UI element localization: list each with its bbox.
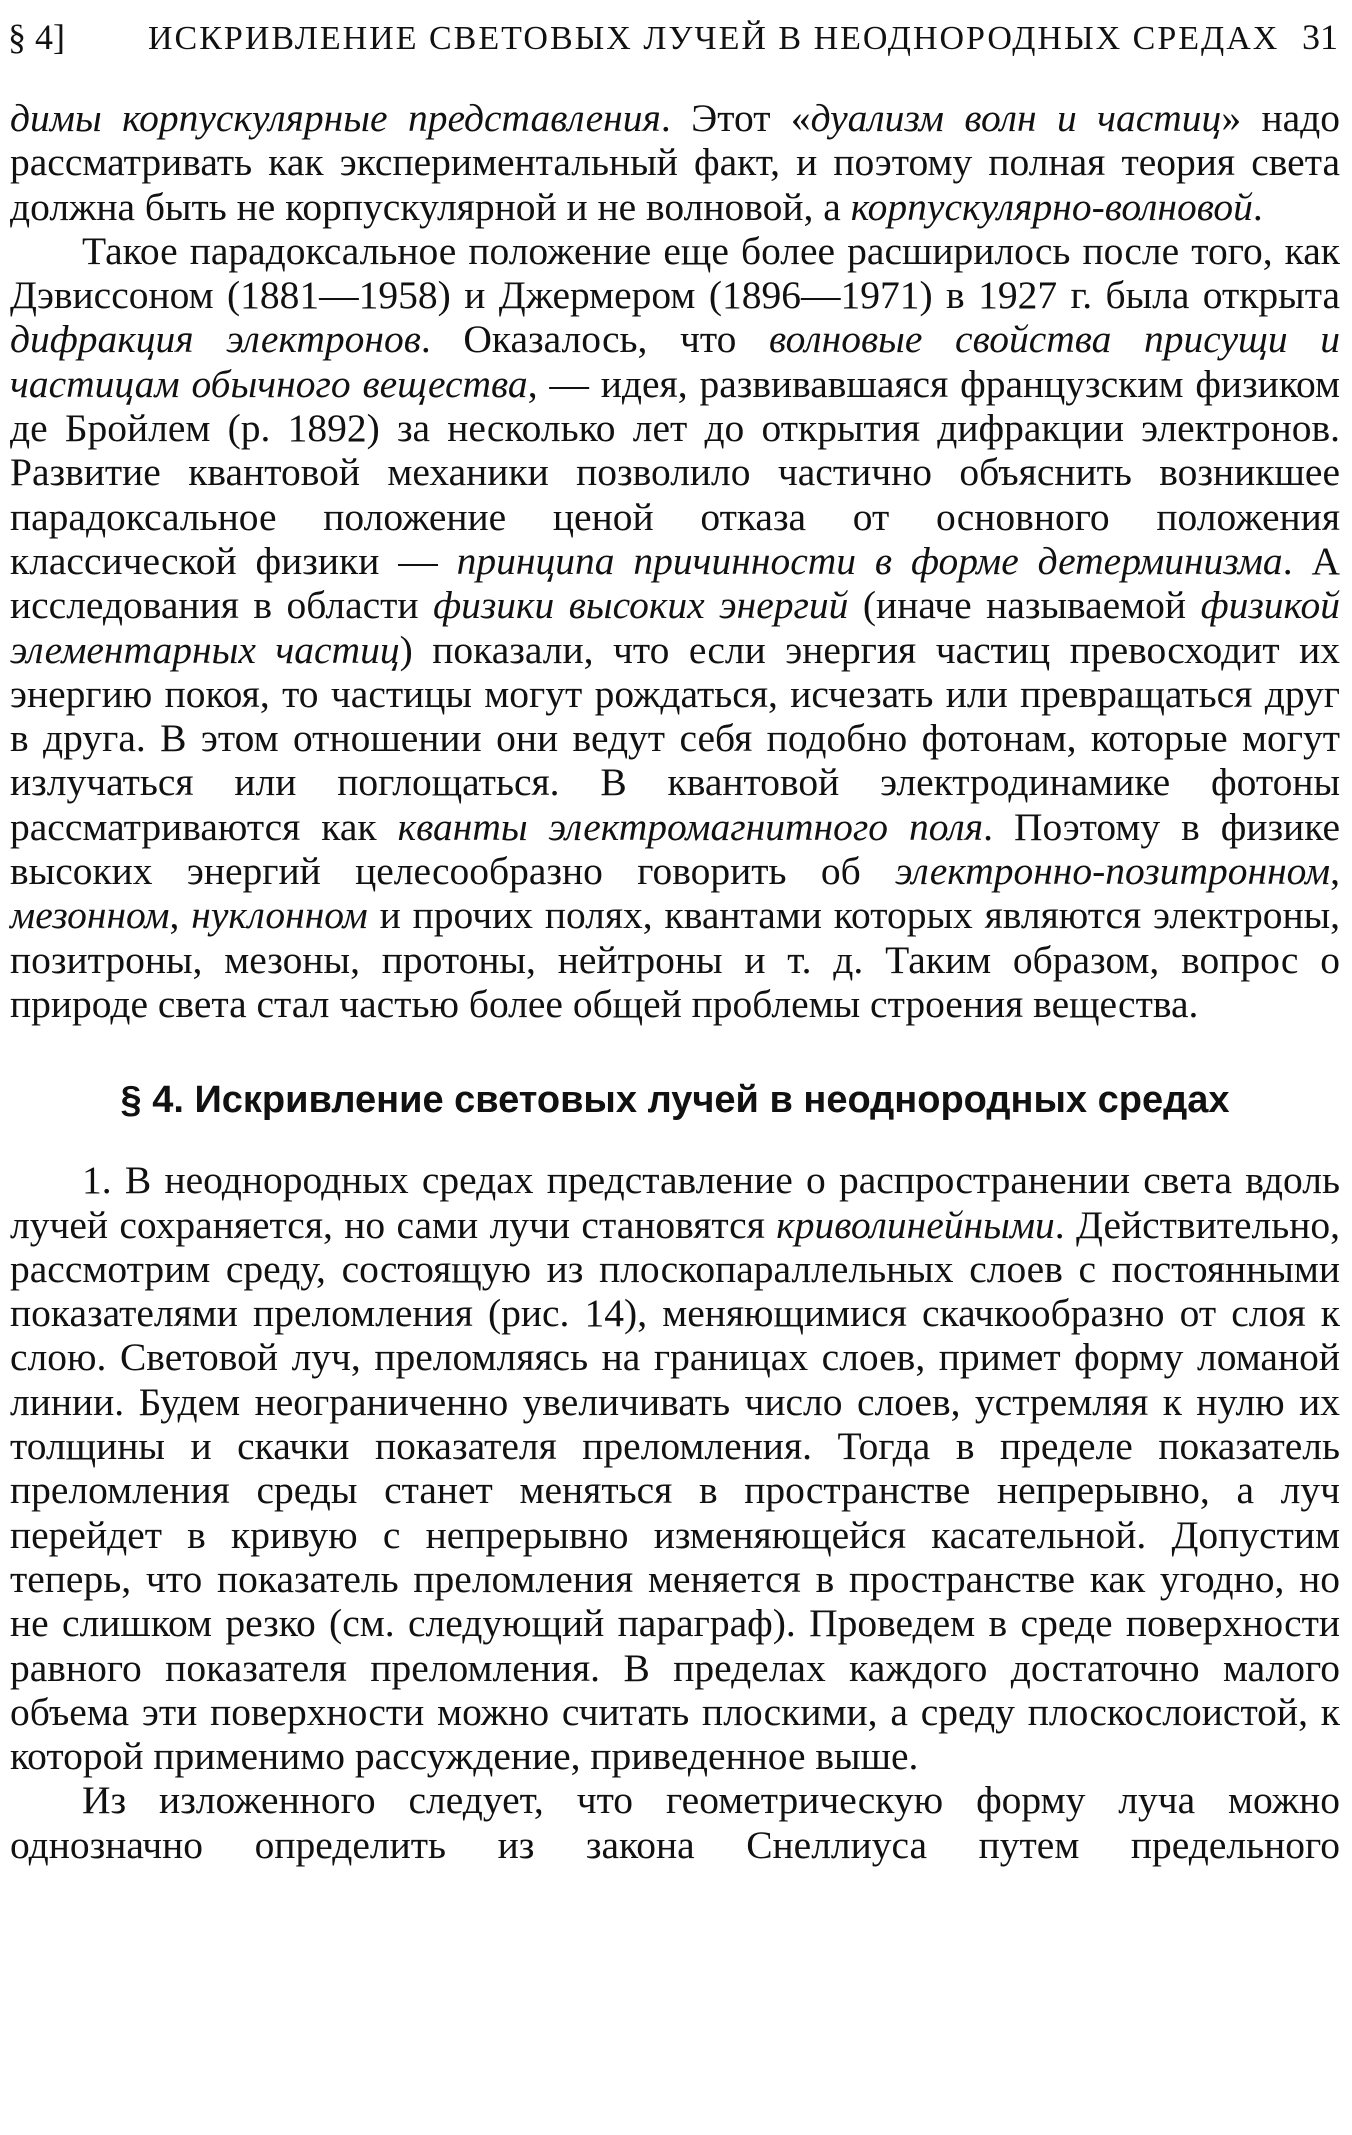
paragraph xyxy=(10,1158,1340,1778)
text-run: . Этот « xyxy=(660,96,811,140)
section-heading: § 4. Искривление световых лучей в неоднородных средах xyxy=(120,1079,1230,1122)
page-body xyxy=(10,96,1340,1911)
italic-text: электронно-позитронном xyxy=(895,849,1331,894)
page-number: 31 xyxy=(1302,17,1338,57)
paragraph xyxy=(10,229,1340,1026)
italic-text: волновые свойства присущи и частицам обычного вещества xyxy=(10,317,1340,406)
text-run: , xyxy=(1330,849,1340,894)
section-text xyxy=(10,1158,1340,1911)
running-header xyxy=(8,16,1338,64)
italic-text: физикой элементарных частиц xyxy=(10,583,1341,672)
text-run: . Поэтому в физике высоких энергий целесообразно говорить об xyxy=(10,804,1341,894)
text-run: . xyxy=(1252,184,1263,229)
text-run: . Действительно, рассмотрим среду, состоящую из плоскопараллельных слоев с постоянными показателями преломления (рис. 14), меняющимися скачкообразно от слоя к слою. Световой луч, преломляясь на границах слоев, примет форму ломаной линии. Будем неограниченно увеличивать число слоев, устремляя к нулю их толщины и скачки показателя преломления. Тогда в пределе показатель преломления среды станет меняться в пространстве непрерывно, а луч перейдет в кривую с непрерывно изменяющейся касательной. Допустим теперь, что показатель преломления меняется в пространстве как угодно, но не слишком резко (см. следующий параграф). Проведем в среде поверхности равного показателя преломления. В пределах каждого достаточно малого объема эти поверхности можно считать плоскими, а среду плоскослоистой, к которой применимо рассуждение, приведенное выше. xyxy=(10,1202,1340,1779)
header-section-mark: § 4] xyxy=(8,17,65,57)
italic-text: кванты электромагнитного поля xyxy=(397,804,984,849)
text-run: и прочих полях, квантами которых являются электроны, позитроны, мезоны, протоны, нейтроны и т. д. Таким образом, вопрос о природе света стал частью более общей проблемы строения вещества. xyxy=(10,893,1341,1026)
italic-text: дуализм волн и частиц xyxy=(810,96,1222,140)
text-run: 1. В неоднородных средах представление о распространении света вдоль лучей сохраняется, но сами лучи становятся xyxy=(10,1158,1340,1247)
italic-text: принципа причинности в форме детерминизма xyxy=(456,538,1283,583)
italic-text: димы корпускулярные представления xyxy=(10,96,661,140)
italic-text: дифракция электронов xyxy=(10,317,421,362)
text-run: (иначе называемой xyxy=(848,583,1201,628)
italic-text: криволинейными xyxy=(776,1202,1055,1247)
text-run: , xyxy=(169,893,192,938)
italic-text: корпускулярно-волновой xyxy=(850,184,1253,229)
text-run: » надо рассматривать как экспериментальный факт, и поэтому полная теория света должна быть не корпускулярной и не волновой, а xyxy=(10,96,1340,229)
italic-text: мезонном xyxy=(10,893,170,938)
intro-text xyxy=(10,96,1340,1026)
text-run: . А исследования в области xyxy=(10,538,1340,628)
italic-text: нуклонном xyxy=(191,893,368,938)
paragraph xyxy=(10,96,1340,229)
text-run: ) показали, что если энергия частиц превосходит их энергию покоя, то частицы могут рождаться, исчезать или превращаться друг в друга. В этом отношении они ведут себя подобно фотонам, которые могут излучаться или поглощаться. В квантовой электродинамике фотоны рассматриваются как xyxy=(10,627,1341,849)
text-run: . Оказалось, что xyxy=(420,317,770,362)
text-run: , — идея, развивавшаяся французским физиком де Бройлем (р. 1892) за несколько лет до открытия дифракции электронов. Развитие квантовой механики позволило частично объяснить возникшее парадоксальное положение ценой отказа от основного положения классической физики — xyxy=(10,361,1340,583)
italic-text: физики высоких энергий xyxy=(433,583,849,628)
paragraph xyxy=(10,1778,1340,1911)
text-run: Такое парадоксальное положение еще более расширилось после того, как Дэвиссоном (1881—1958) и Джермером (1896—1971) в 1927 г. была открыта xyxy=(10,228,1340,318)
text-run: Из изложенного следует, что геометрическую форму луча можно однозначно определить из закона Снеллиуса путем предельного xyxy=(10,1778,1340,1867)
header-running-title: ИСКРИВЛЕНИЕ СВЕТОВЫХ ЛУЧЕЙ В НЕОДНОРОДНЫХ СРЕДАХ xyxy=(148,20,1280,57)
